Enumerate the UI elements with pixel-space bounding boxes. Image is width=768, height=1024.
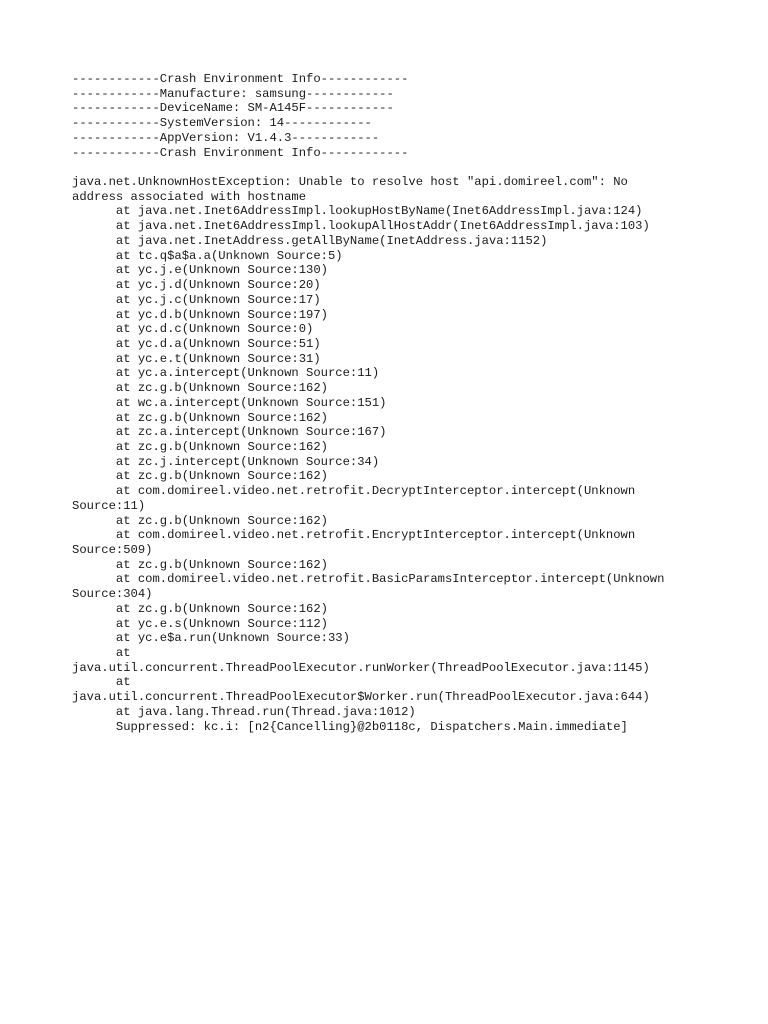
- stack-line: at com.domireel.video.net.retrofit.EncryptInterceptor.intercept(Unknown: [72, 528, 636, 543]
- stack-line: at java.net.Inet6AddressImpl.lookupHostByName(Inet6AddressImpl.java:124): [72, 204, 643, 219]
- stack-line: at yc.j.e(Unknown Source:130): [72, 263, 328, 278]
- stack-line: Suppressed: kc.i: [n2{Cancelling}@2b0118c, Dispatchers.Main.immediate]: [72, 719, 628, 734]
- stack-line: at yc.e$a.run(Unknown Source:33): [72, 631, 350, 646]
- env-footer: ------------Crash Environment Info------------: [72, 145, 409, 160]
- stack-line: Source:304): [72, 587, 153, 602]
- stack-line: at com.domireel.video.net.retrofit.BasicParamsInterceptor.intercept(Unknown: [72, 572, 665, 587]
- env-app-version: ------------AppVersion: V1.4.3------------: [72, 130, 380, 145]
- stack-line: at yc.j.c(Unknown Source:17): [72, 292, 321, 307]
- stack-line: at zc.g.b(Unknown Source:162): [72, 601, 328, 616]
- stack-line: at yc.e.t(Unknown Source:31): [72, 351, 321, 366]
- stack-line: at com.domireel.video.net.retrofit.DecryptInterceptor.intercept(Unknown: [72, 484, 636, 499]
- stack-line: at zc.g.b(Unknown Source:162): [72, 410, 328, 425]
- stack-line: at java.net.InetAddress.getAllByName(InetAddress.java:1152): [72, 233, 548, 248]
- stack-line: at zc.j.intercept(Unknown Source:34): [72, 454, 380, 469]
- stack-line: Source:11): [72, 498, 146, 513]
- exception-message: java.net.UnknownHostException: Unable to resolve host "api.domireel.com": No: [72, 175, 628, 190]
- blank-line: [72, 160, 712, 175]
- stack-line: at yc.d.c(Unknown Source:0): [72, 322, 314, 337]
- env-header: ------------Crash Environment Info------------: [72, 72, 409, 86]
- stack-line: at zc.g.b(Unknown Source:162): [72, 381, 328, 396]
- env-system-version: ------------SystemVersion: 14------------: [72, 116, 372, 131]
- stack-line: at yc.d.a(Unknown Source:51): [72, 336, 321, 351]
- stack-trace: [72, 204, 712, 734]
- stack-line: at zc.a.intercept(Unknown Source:167): [72, 425, 387, 440]
- stack-line: at zc.g.b(Unknown Source:162): [72, 439, 328, 454]
- crash-log-document: [72, 72, 712, 734]
- exception-message-cont: address associated with hostname: [72, 189, 307, 204]
- stack-line: at wc.a.intercept(Unknown Source:151): [72, 395, 387, 410]
- stack-line: at java.lang.Thread.run(Thread.java:1012): [72, 704, 416, 719]
- stack-line: at: [72, 646, 131, 661]
- stack-line: at zc.g.b(Unknown Source:162): [72, 469, 328, 484]
- stack-line: at yc.d.b(Unknown Source:197): [72, 307, 328, 322]
- stack-line: at yc.a.intercept(Unknown Source:11): [72, 366, 380, 381]
- env-device-name: ------------DeviceName: SM-A145F------------: [72, 101, 394, 116]
- stack-line: java.util.concurrent.ThreadPoolExecutor$Worker.run(ThreadPoolExecutor.java:644): [72, 690, 650, 705]
- stack-line: at yc.e.s(Unknown Source:112): [72, 616, 328, 631]
- stack-line: at zc.g.b(Unknown Source:162): [72, 513, 328, 528]
- stack-line: at yc.j.d(Unknown Source:20): [72, 278, 321, 293]
- stack-line: at zc.g.b(Unknown Source:162): [72, 557, 328, 572]
- stack-line: java.util.concurrent.ThreadPoolExecutor.runWorker(ThreadPoolExecutor.java:1145): [72, 660, 650, 675]
- stack-line: at tc.q$a$a.a(Unknown Source:5): [72, 248, 343, 263]
- stack-line: Source:509): [72, 543, 153, 557]
- stack-line: at: [72, 675, 131, 690]
- env-manufacture: ------------Manufacture: samsung------------: [72, 86, 394, 101]
- stack-line: at java.net.Inet6AddressImpl.lookupAllHostAddr(Inet6AddressImpl.java:103): [72, 219, 650, 234]
